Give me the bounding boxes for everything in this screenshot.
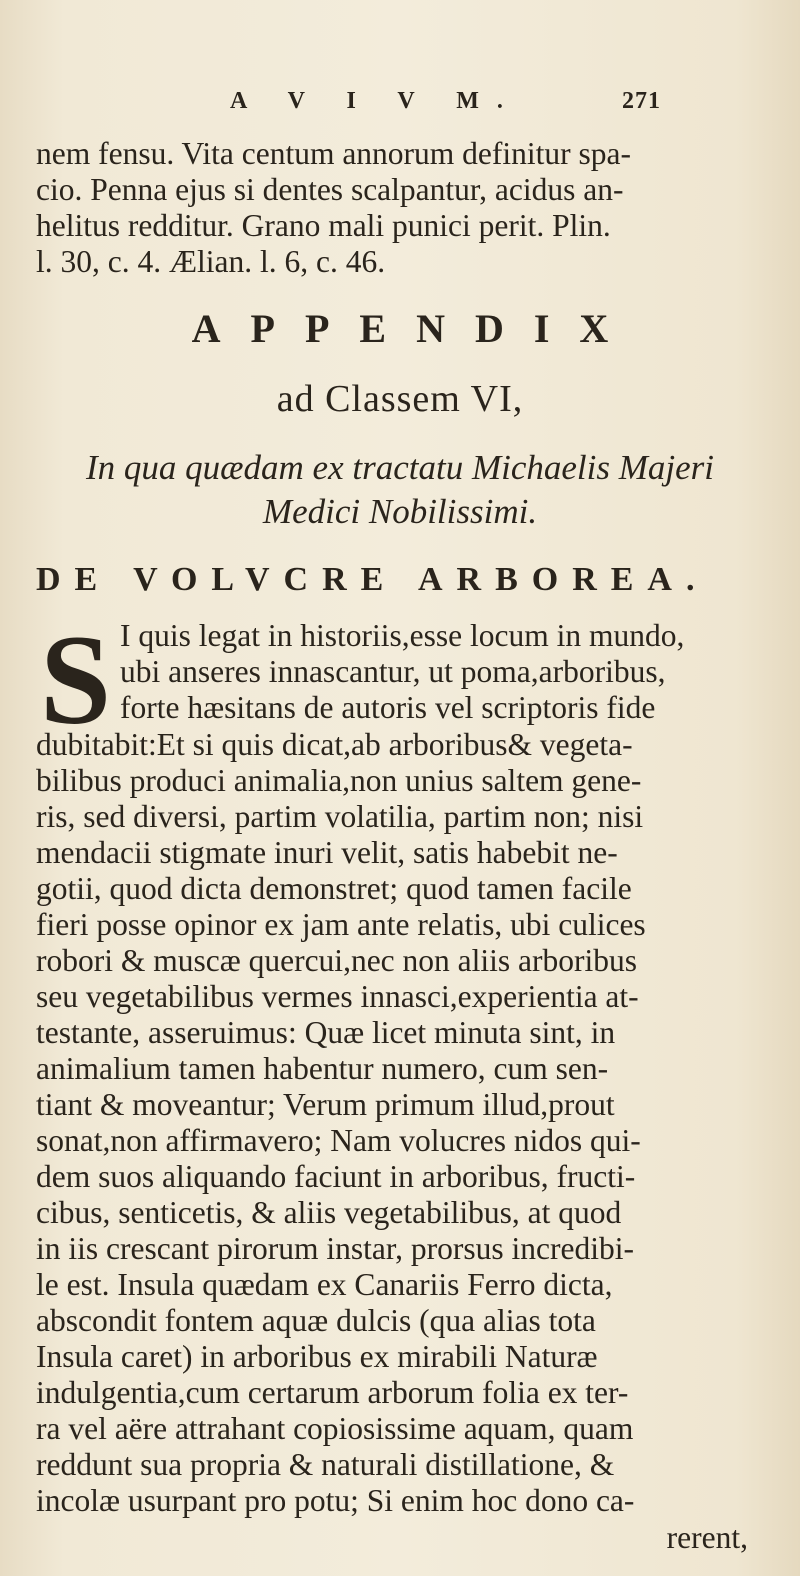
body-line: le est. Insula quædam ex Canariis Ferro dicta, xyxy=(36,1267,613,1302)
body-line: testante, asseruimus: Quæ licet minuta sint, in xyxy=(36,1015,616,1050)
body-line: abscondit fontem aquæ dulcis (qua alias tota xyxy=(36,1303,596,1338)
body-line: dubitabit:Et si quis dicat,ab arboribus& vegeta- xyxy=(36,727,633,762)
body-line: tiant & moveantur; Verum primum illud,prout xyxy=(36,1087,615,1122)
body-line: in iis crescant pirorum instar, prorsus incredibi- xyxy=(36,1231,634,1266)
running-head xyxy=(0,88,800,128)
section-heading: DE VOLVCRE ARBOREA. xyxy=(36,561,709,598)
body-line: reddunt sua propria & naturali distillatione, & xyxy=(36,1447,615,1482)
running-title: A V I V M. xyxy=(230,88,521,114)
text-line: nem fensu. Vita centum annorum definitur spa- xyxy=(36,136,631,171)
appendix-subtitle: ad Classem VI, xyxy=(276,378,524,420)
body-line: forte hæsitans de autoris vel scriptoris fide xyxy=(120,690,656,725)
body-line: robori & muscæ quercui,nec non aliis arboribus xyxy=(36,943,637,978)
page-number: 271 xyxy=(622,88,661,114)
body-line: mendacii stigmate inuri velit, satis habebit ne- xyxy=(36,835,618,870)
appendix-italic-line: Medici Nobilissimi. xyxy=(262,492,538,531)
text-line: l. 30, c. 4. Ælian. l. 6, c. 46. xyxy=(36,244,386,279)
body-line: Insula caret) in arboribus ex mirabili Naturæ xyxy=(36,1339,598,1374)
appendix-title: APPENDIX xyxy=(191,306,639,351)
body-line: animalium tamen habentur numero, cum sen- xyxy=(36,1051,609,1086)
catchword: rerent, xyxy=(666,1520,748,1555)
body-line: ris, sed diversi, partim volatilia, partim non; nisi xyxy=(36,799,644,834)
text-line: helitus redditur. Grano mali punici perit. Plin. xyxy=(36,208,611,243)
body-line: seu vegetabilibus vermes innasci,experientia at- xyxy=(36,979,639,1014)
body-line: gotii, quod dicta demonstret; quod tamen facile xyxy=(36,871,632,906)
body-line: sonat,non affirmavero; Nam volucres nidos qui- xyxy=(36,1123,641,1158)
body-line: indulgentia,cum certarum arborum folia ex ter- xyxy=(36,1375,629,1410)
body-line: ra vel aëre attrahant copiosissime aquam, quam xyxy=(36,1411,634,1446)
body-line: incolæ usurpant pro potu; Si enim hoc dono ca- xyxy=(36,1483,635,1518)
body-line: fieri posse opinor ex jam ante relatis, ubi culices xyxy=(36,907,646,942)
body-line: ubi anseres innascantur, ut poma,arboribus, xyxy=(120,654,666,689)
drop-cap: S xyxy=(40,609,112,751)
body-line: bilibus produci animalia,non unius saltem gene- xyxy=(36,763,642,798)
body-line: dem suos aliquando faciunt in arboribus, fructi- xyxy=(36,1159,636,1194)
appendix-italic-line: In qua quædam ex tractatu Michaelis Majeri xyxy=(86,448,714,487)
body-line: cibus, senticetis, & aliis vegetabilibus, at quod xyxy=(36,1195,622,1230)
text-line: cio. Penna ejus si dentes scalpantur, acidus an- xyxy=(36,172,624,207)
body-line: I quis legat in historiis,esse locum in mundo, xyxy=(120,618,685,653)
